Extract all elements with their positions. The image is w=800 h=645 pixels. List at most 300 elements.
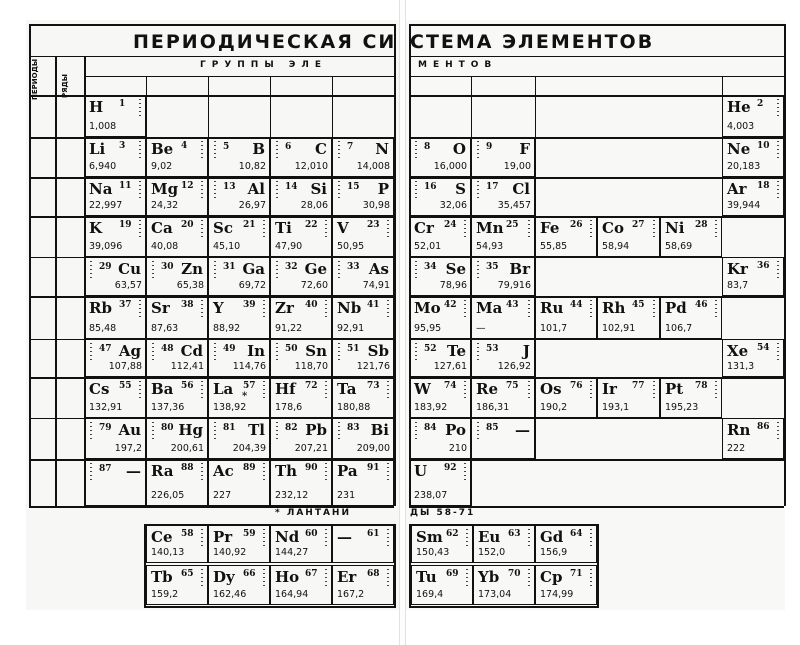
atomic-number: 84 — [424, 423, 437, 433]
lanthanide-asterisk: * — [242, 391, 248, 402]
element-cell-rb — [84, 296, 146, 339]
element-cell-c — [270, 137, 332, 177]
element-cell-h — [84, 95, 146, 137]
element-symbol: Al — [247, 180, 265, 198]
element-symbol: Tl — [248, 421, 265, 439]
element-symbol: Yb — [478, 568, 500, 586]
atomic-number: 70 — [508, 569, 521, 579]
atomic-mass: 6,940 — [89, 161, 117, 172]
atomic-mass: 138,92 — [213, 402, 247, 413]
element-cell-po — [409, 418, 471, 459]
element-cell-ho — [270, 565, 332, 605]
element-symbol: Pt — [665, 380, 684, 398]
atomic-mass: 92,91 — [337, 323, 365, 334]
element-symbol: Ar — [727, 180, 747, 198]
element-cell-mg — [146, 177, 208, 216]
atomic-number: 15 — [347, 182, 360, 192]
element-symbol: Po — [445, 421, 466, 439]
element-cell-sb — [332, 339, 394, 377]
element-symbol: Ra — [151, 462, 174, 480]
electron-shells — [590, 569, 592, 589]
atomic-mass: 127,61 — [433, 361, 467, 372]
atomic-number: 19 — [119, 220, 132, 230]
element-cell-ce — [146, 525, 208, 563]
lanthanide-label-right: ДЫ 58-71 — [410, 508, 476, 518]
element-symbol: Ru — [540, 299, 564, 317]
atomic-mass: 10,82 — [238, 161, 266, 172]
element-symbol: Li — [89, 140, 106, 158]
electron-shells — [387, 569, 389, 589]
atomic-mass: 20,183 — [727, 161, 761, 172]
element-cell-ne — [722, 137, 784, 177]
atomic-mass: 85,48 — [89, 323, 117, 334]
element-cell-he — [722, 95, 784, 137]
element-symbol: Ma — [476, 299, 503, 317]
element-cell-f — [471, 137, 535, 177]
atomic-mass: 186,31 — [476, 402, 510, 413]
element-cell-pd — [660, 296, 722, 339]
element-cell-si — [270, 177, 332, 216]
atomic-mass: 173,04 — [478, 589, 512, 600]
element-cell-n — [332, 137, 394, 177]
atomic-number: 42 — [444, 300, 457, 310]
electron-shells — [777, 343, 779, 363]
atomic-mass: 78,96 — [439, 280, 467, 291]
electron-shells — [214, 141, 216, 161]
grid-line — [55, 56, 57, 506]
element-symbol: Eu — [478, 528, 501, 546]
element-cell-cs — [84, 377, 146, 418]
electron-shells — [201, 141, 203, 161]
atomic-mass: — — [476, 323, 486, 334]
element-symbol: P — [377, 180, 389, 198]
atomic-mass: 190,2 — [540, 402, 568, 413]
element-symbol: Bi — [370, 421, 389, 439]
element-cell-w — [409, 377, 471, 418]
atomic-number: 33 — [347, 262, 360, 272]
element-symbol: Ca — [151, 219, 173, 237]
element-symbol: Te — [447, 342, 466, 360]
atomic-mass: 210 — [448, 443, 467, 454]
atomic-mass: 106,7 — [665, 323, 693, 334]
atomic-mass: 35,457 — [497, 200, 531, 211]
atomic-mass: 238,07 — [414, 490, 448, 501]
atomic-mass: 91,22 — [275, 323, 303, 334]
atomic-number: 62 — [446, 529, 459, 539]
element-symbol: Sb — [367, 342, 389, 360]
atomic-mass: 32,06 — [439, 200, 467, 211]
electron-shells — [263, 381, 265, 401]
element-symbol: Hf — [275, 380, 296, 398]
atomic-number: 54 — [757, 343, 770, 353]
electron-shells — [528, 569, 530, 589]
electron-shells — [528, 529, 530, 549]
atomic-mass: 112,41 — [170, 361, 204, 372]
atomic-number: 20 — [181, 220, 194, 230]
atomic-number: 47 — [99, 344, 112, 354]
electron-shells — [325, 220, 327, 240]
atomic-mass: 227 — [213, 490, 232, 501]
electron-shells — [201, 220, 203, 240]
electron-shells — [263, 220, 265, 240]
electron-shells — [214, 422, 216, 442]
element-symbol: Rb — [89, 299, 112, 317]
atomic-mass: 193,1 — [602, 402, 630, 413]
atomic-number: 39 — [243, 300, 256, 310]
element-symbol: Ho — [275, 568, 300, 586]
atomic-number: 60 — [305, 529, 318, 539]
atomic-mass: 54,93 — [476, 241, 504, 252]
element-cell-bi — [332, 418, 394, 459]
element-symbol: Au — [118, 421, 141, 439]
atomic-mass: 16,000 — [433, 161, 467, 172]
atomic-mass: 24,32 — [151, 200, 179, 211]
element-symbol: Nb — [337, 299, 362, 317]
element-symbol: Mo — [414, 299, 441, 317]
book-gutter — [399, 0, 406, 645]
atomic-number: 76 — [570, 381, 583, 391]
element-symbol: Ti — [275, 219, 292, 237]
element-symbol: W — [414, 380, 431, 398]
electron-shells — [152, 343, 154, 363]
element-cell-y — [208, 296, 270, 339]
electron-shells — [715, 220, 717, 240]
atomic-number: 75 — [506, 381, 519, 391]
electron-shells — [214, 261, 216, 281]
atomic-mass: 174,99 — [540, 589, 574, 600]
atomic-number: 25 — [506, 220, 519, 230]
atomic-number: 8 — [424, 142, 431, 152]
element-symbol: Ga — [242, 260, 265, 278]
element-cell-li — [84, 137, 146, 177]
atomic-mass: 195,23 — [665, 402, 699, 413]
element-symbol: Hg — [178, 421, 203, 439]
atomic-number: 69 — [446, 569, 459, 579]
element-symbol: J — [522, 342, 530, 360]
element-cell-ti — [270, 216, 332, 257]
element-symbol: Cs — [89, 380, 110, 398]
atomic-number: 50 — [285, 344, 298, 354]
element-symbol: Os — [540, 380, 562, 398]
element-cell-unknown — [332, 525, 394, 563]
atomic-number: 10 — [757, 141, 770, 151]
atomic-number: 24 — [444, 220, 457, 230]
electron-shells — [276, 261, 278, 281]
element-cell-o — [409, 137, 471, 177]
electron-shells — [201, 529, 203, 549]
element-cell-br — [471, 257, 535, 296]
element-symbol: Tb — [151, 568, 173, 586]
element-symbol: Ac — [213, 462, 234, 480]
element-cell-tl — [208, 418, 270, 459]
element-cell-tb — [146, 565, 208, 605]
electron-shells — [464, 463, 466, 483]
element-cell-dy — [208, 565, 270, 605]
electron-shells — [653, 381, 655, 401]
electron-shells — [325, 529, 327, 549]
atomic-number: 22 — [305, 220, 318, 230]
electron-shells — [464, 300, 466, 320]
grid-line — [535, 76, 536, 216]
electron-shells — [139, 220, 141, 240]
atomic-mass: 1,008 — [89, 121, 117, 132]
electron-shells — [90, 463, 92, 483]
atomic-mass: 19,00 — [503, 161, 531, 172]
element-cell-mo — [409, 296, 471, 339]
atomic-mass: 12,010 — [294, 161, 328, 172]
atomic-mass: 63,57 — [114, 280, 142, 291]
atomic-mass: 40,08 — [151, 241, 179, 252]
atomic-mass: 50,95 — [337, 241, 365, 252]
electron-shells — [139, 181, 141, 201]
element-symbol: Ne — [727, 140, 751, 158]
element-symbol: B — [252, 140, 265, 158]
electron-shells — [139, 381, 141, 401]
element-cell-zn — [146, 257, 208, 296]
element-cell-zr — [270, 296, 332, 339]
electron-shells — [387, 300, 389, 320]
atomic-number: 13 — [223, 182, 236, 192]
element-symbol: — — [515, 421, 530, 439]
atomic-number: 88 — [181, 463, 194, 473]
electron-shells — [777, 422, 779, 442]
atomic-mass: 107,88 — [108, 361, 142, 372]
atomic-mass: 137,36 — [151, 402, 185, 413]
element-cell-rh — [597, 296, 660, 339]
atomic-number: 51 — [347, 344, 360, 354]
element-cell-re — [471, 377, 535, 418]
electron-shells — [263, 529, 265, 549]
atomic-number: 83 — [347, 423, 360, 433]
atomic-mass: 55,85 — [540, 241, 568, 252]
element-symbol: Rn — [727, 421, 751, 439]
electron-shells — [139, 99, 141, 119]
element-symbol: Re — [476, 380, 499, 398]
element-symbol: Kr — [727, 260, 748, 278]
element-symbol: C — [315, 140, 327, 158]
element-symbol: Se — [445, 260, 466, 278]
element-cell-in — [208, 339, 270, 377]
atomic-mass: 150,43 — [416, 547, 450, 558]
electron-shells — [777, 99, 779, 119]
element-cell-mn — [471, 216, 535, 257]
atomic-mass: 222 — [727, 443, 746, 454]
electron-shells — [715, 300, 717, 320]
electron-shells — [214, 343, 216, 363]
atomic-number: 23 — [367, 220, 380, 230]
element-cell-pa — [332, 459, 394, 506]
element-symbol: Na — [89, 180, 113, 198]
element-symbol: — — [126, 462, 141, 480]
element-cell-er — [332, 565, 394, 605]
electron-shells — [387, 220, 389, 240]
element-cell-b — [208, 137, 270, 177]
atomic-number: 74 — [444, 381, 457, 391]
atomic-number: 49 — [223, 344, 236, 354]
element-symbol: Zr — [275, 299, 294, 317]
rows-header: РЯДЫ — [61, 73, 69, 98]
electron-shells — [477, 422, 479, 442]
electron-shells — [477, 261, 479, 281]
element-symbol: V — [337, 219, 349, 237]
element-cell-al — [208, 177, 270, 216]
electron-shells — [477, 343, 479, 363]
atomic-mass: 45,10 — [213, 241, 241, 252]
atomic-number: 56 — [181, 381, 194, 391]
electron-shells — [325, 300, 327, 320]
atomic-mass: 69,72 — [238, 280, 266, 291]
electron-shells — [590, 529, 592, 549]
atomic-number: 34 — [424, 262, 437, 272]
atomic-number: 64 — [570, 529, 583, 539]
element-symbol: Ni — [665, 219, 685, 237]
electron-shells — [201, 300, 203, 320]
atomic-number: 67 — [305, 569, 318, 579]
periods-header: ПЕРИОДЫ — [31, 58, 39, 100]
element-cell-na — [84, 177, 146, 216]
electron-shells — [387, 529, 389, 549]
element-cell-tu — [411, 565, 473, 605]
element-cell-rn — [722, 418, 784, 459]
element-cell-sm — [411, 525, 473, 563]
electron-shells — [415, 141, 417, 161]
atomic-mass: 118,70 — [294, 361, 328, 372]
element-symbol: Br — [509, 260, 530, 278]
atomic-number: 85 — [486, 423, 499, 433]
atomic-number: 9 — [486, 142, 493, 152]
grid-line — [84, 76, 394, 77]
electron-shells — [387, 463, 389, 483]
electron-shells — [415, 181, 417, 201]
atomic-number: 58 — [181, 529, 194, 539]
element-cell-hf — [270, 377, 332, 418]
element-cell-nd — [270, 525, 332, 563]
atomic-mass: 169,4 — [416, 589, 444, 600]
atomic-mass: 126,92 — [497, 361, 531, 372]
atomic-mass: 83,7 — [727, 280, 749, 291]
electron-shells — [415, 422, 417, 442]
atomic-number: 61 — [367, 529, 380, 539]
electron-shells — [276, 343, 278, 363]
atomic-number: 29 — [99, 262, 112, 272]
atomic-number: 86 — [757, 422, 770, 432]
electron-shells — [90, 343, 92, 363]
atomic-number: 92 — [444, 463, 457, 473]
electron-shells — [528, 300, 530, 320]
electron-shells — [338, 261, 340, 281]
atomic-number: 81 — [223, 423, 236, 433]
element-symbol: Fe — [540, 219, 560, 237]
element-symbol: Nd — [275, 528, 300, 546]
electron-shells — [590, 300, 592, 320]
atomic-number: 12 — [181, 181, 194, 191]
atomic-number: 40 — [305, 300, 318, 310]
atomic-number: 55 — [119, 381, 132, 391]
atomic-number: 5 — [223, 142, 230, 152]
electron-shells — [201, 569, 203, 589]
element-cell-cr — [409, 216, 471, 257]
atomic-mass: 39,944 — [727, 200, 761, 211]
atomic-mass: 58,94 — [602, 241, 630, 252]
title-left: ПЕРИОДИЧЕСКАЯ СИ — [133, 31, 397, 53]
element-cell-v — [332, 216, 394, 257]
atomic-number: 91 — [367, 463, 380, 473]
atomic-number: 82 — [285, 423, 298, 433]
grid-line — [409, 56, 784, 57]
element-symbol: Be — [151, 140, 174, 158]
electron-shells — [338, 343, 340, 363]
element-symbol: Pa — [337, 462, 358, 480]
element-symbol: S — [455, 180, 466, 198]
atomic-mass: 140,13 — [151, 547, 185, 558]
element-cell-pt — [660, 377, 722, 418]
element-cell-hg — [146, 418, 208, 459]
atomic-number: 44 — [570, 300, 583, 310]
atomic-mass: 200,61 — [170, 443, 204, 454]
atomic-mass: 26,97 — [238, 200, 266, 211]
element-cell-ac — [208, 459, 270, 506]
atomic-mass: 231 — [337, 490, 356, 501]
atomic-mass: 14,008 — [356, 161, 390, 172]
atomic-number: 87 — [99, 464, 112, 474]
element-symbol: Ag — [118, 342, 141, 360]
electron-shells — [139, 141, 141, 161]
atomic-number: 52 — [424, 344, 437, 354]
electron-shells — [152, 261, 154, 281]
electron-shells — [387, 381, 389, 401]
element-symbol: Mn — [476, 219, 504, 237]
element-symbol: K — [89, 219, 103, 237]
element-cell-sr — [146, 296, 208, 339]
element-cell-ge — [270, 257, 332, 296]
element-cell-sn — [270, 339, 332, 377]
atomic-mass: 88,92 — [213, 323, 241, 334]
electron-shells — [214, 181, 216, 201]
electron-shells — [777, 261, 779, 281]
element-symbol: H — [89, 98, 104, 116]
atomic-number: 27 — [632, 220, 645, 230]
element-cell-la — [208, 377, 270, 418]
element-cell-ta — [332, 377, 394, 418]
element-cell-ni — [660, 216, 722, 257]
atomic-number: 16 — [424, 182, 437, 192]
atomic-mass: 4,003 — [727, 121, 755, 132]
atomic-mass: 114,76 — [232, 361, 266, 372]
atomic-number: 45 — [632, 300, 645, 310]
electron-shells — [590, 220, 592, 240]
atomic-number: 72 — [305, 381, 318, 391]
element-symbol: Sr — [151, 299, 170, 317]
element-symbol: Ce — [151, 528, 173, 546]
atomic-number: 73 — [367, 381, 380, 391]
atomic-number: 4 — [181, 141, 188, 151]
atomic-mass: 164,94 — [275, 589, 309, 600]
atomic-number: 6 — [285, 142, 292, 152]
electron-shells — [466, 569, 468, 589]
atomic-mass: 132,91 — [89, 402, 123, 413]
element-symbol: Y — [213, 299, 224, 317]
atomic-mass: 9,02 — [151, 161, 173, 172]
element-cell-cu — [84, 257, 146, 296]
element-cell-ir — [597, 377, 660, 418]
atomic-number: 71 — [570, 569, 583, 579]
electron-shells — [139, 300, 141, 320]
electron-shells — [653, 220, 655, 240]
element-symbol: Sc — [213, 219, 233, 237]
atomic-mass: 72,60 — [300, 280, 328, 291]
atomic-mass: 207,21 — [294, 443, 328, 454]
element-cell-as — [332, 257, 394, 296]
